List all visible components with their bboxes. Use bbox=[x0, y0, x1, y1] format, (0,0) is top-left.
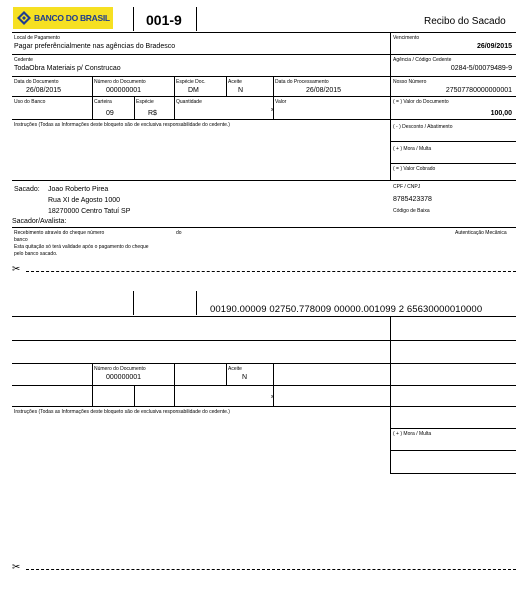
uso-banco-label: Uso do Banco bbox=[14, 99, 46, 105]
sacado-cidade: 18270000 Centro Tatuí SP bbox=[48, 208, 131, 215]
especie-doc-label: Espécie Doc. bbox=[176, 79, 206, 85]
cpf-cnpj-value: 8785423378 bbox=[393, 196, 432, 203]
desconto-label: ( - ) Desconto / Abatimento bbox=[393, 124, 453, 130]
agencia-codigo-label: Agência / Código Cedente bbox=[393, 57, 452, 63]
scissors-icon: ✂ bbox=[12, 264, 21, 275]
numero-documento-value: 000000001 bbox=[106, 87, 142, 94]
especie-doc-value: DM bbox=[188, 87, 199, 94]
data-documento-value: 26/08/2015 bbox=[26, 87, 62, 94]
scissors-icon: ✂ bbox=[12, 562, 21, 573]
quantidade-label: Quantidade bbox=[176, 99, 202, 105]
sacado-endereco: Rua XI de Agosto 1000 bbox=[48, 197, 120, 204]
receipt-title: Recibo do Sacado bbox=[424, 16, 506, 27]
recebimento-line-4: pelo banco sacado. bbox=[14, 251, 58, 257]
codigo-baixa-label: Código de Baixa bbox=[393, 208, 430, 214]
bank-logo bbox=[13, 7, 113, 29]
data-documento-label: Data do Documento bbox=[14, 79, 59, 85]
nosso-numero-value: 27507780000000001 bbox=[445, 87, 512, 94]
valor-x-2: x bbox=[271, 394, 274, 400]
aceite-value-2: N bbox=[242, 374, 248, 381]
valor-cobrado-label: ( = ) Valor Cobrado bbox=[393, 166, 436, 172]
vencimento-label: Vencimento bbox=[393, 35, 420, 41]
nosso-numero-label: Nosso Número bbox=[393, 79, 427, 85]
recebimento-do: do bbox=[176, 230, 182, 236]
valor-documento-value: 100,00 bbox=[490, 110, 512, 117]
autenticacao-label: Autenticação Mecânica bbox=[455, 230, 507, 236]
numero-documento-label: Número do Documento bbox=[94, 79, 146, 85]
sacado-nome: Joao Roberto Pirea bbox=[48, 186, 109, 193]
valor-x: x bbox=[271, 107, 274, 113]
sacador-avalista-label: Sacador/Avalista: bbox=[12, 218, 67, 225]
recebimento-line-3: Esta quitação só terá validade após o pagamento do cheque bbox=[14, 244, 149, 250]
vencimento-value: 26/09/2015 bbox=[476, 43, 512, 50]
especie-label: Espécie bbox=[136, 99, 154, 105]
recebimento-line-1: Recebimento através do cheque número bbox=[14, 230, 105, 236]
mora-multa-label-2: ( + ) Mora / Multa bbox=[393, 431, 432, 437]
mora-multa-label: ( + ) Mora / Multa bbox=[393, 146, 432, 152]
agencia-codigo-value: 0284-5/00079489-9 bbox=[450, 65, 512, 72]
sacado-label: Sacado: bbox=[14, 186, 40, 193]
numero-documento-value-2: 000000001 bbox=[106, 374, 142, 381]
numero-documento-label-2: Número do Documento bbox=[94, 366, 146, 372]
recebimento-line-2: banco bbox=[14, 237, 28, 243]
instrucoes-label: Instruções (Todas as Informações deste bloqueto são de exclusiva responsabilidade do cedente.) bbox=[14, 122, 230, 128]
carteira-value: 09 bbox=[106, 110, 114, 117]
carteira-label: Carteira bbox=[94, 99, 112, 105]
cedente-label: Cedente bbox=[14, 57, 33, 63]
local-pagamento-label: Local de Pagamento bbox=[14, 35, 60, 41]
cedente-value: TodaObra Materiais p/ Construcao bbox=[14, 65, 121, 72]
aceite-label-2: Aceite bbox=[228, 366, 242, 372]
valor-label: Valor bbox=[275, 99, 287, 105]
bank-code: 001-9 bbox=[146, 12, 182, 28]
aceite-value: N bbox=[238, 87, 244, 94]
data-processamento-label: Data do Processamento bbox=[275, 79, 329, 85]
bank-logo-icon bbox=[16, 10, 32, 26]
cpf-cnpj-label: CPF / CNPJ bbox=[393, 184, 421, 190]
bank-name: BANCO DO BRASIL bbox=[34, 13, 110, 23]
aceite-label: Aceite bbox=[228, 79, 242, 85]
instrucoes-label-2: Instruções (Todas as Informações deste bloqueto são de exclusiva responsabilidade do cedente.) bbox=[14, 409, 230, 415]
especie-value: R$ bbox=[148, 110, 157, 117]
valor-documento-label: ( = ) Valor do Documento bbox=[393, 99, 449, 105]
data-processamento-value: 26/08/2015 bbox=[306, 87, 342, 94]
linha-digitavel: 00190.00009 02750.778009 00000.001099 2 65630000010000 bbox=[210, 304, 483, 315]
local-pagamento-value: Pagar preferêncialmente nas agências do Bradesco bbox=[14, 43, 176, 50]
